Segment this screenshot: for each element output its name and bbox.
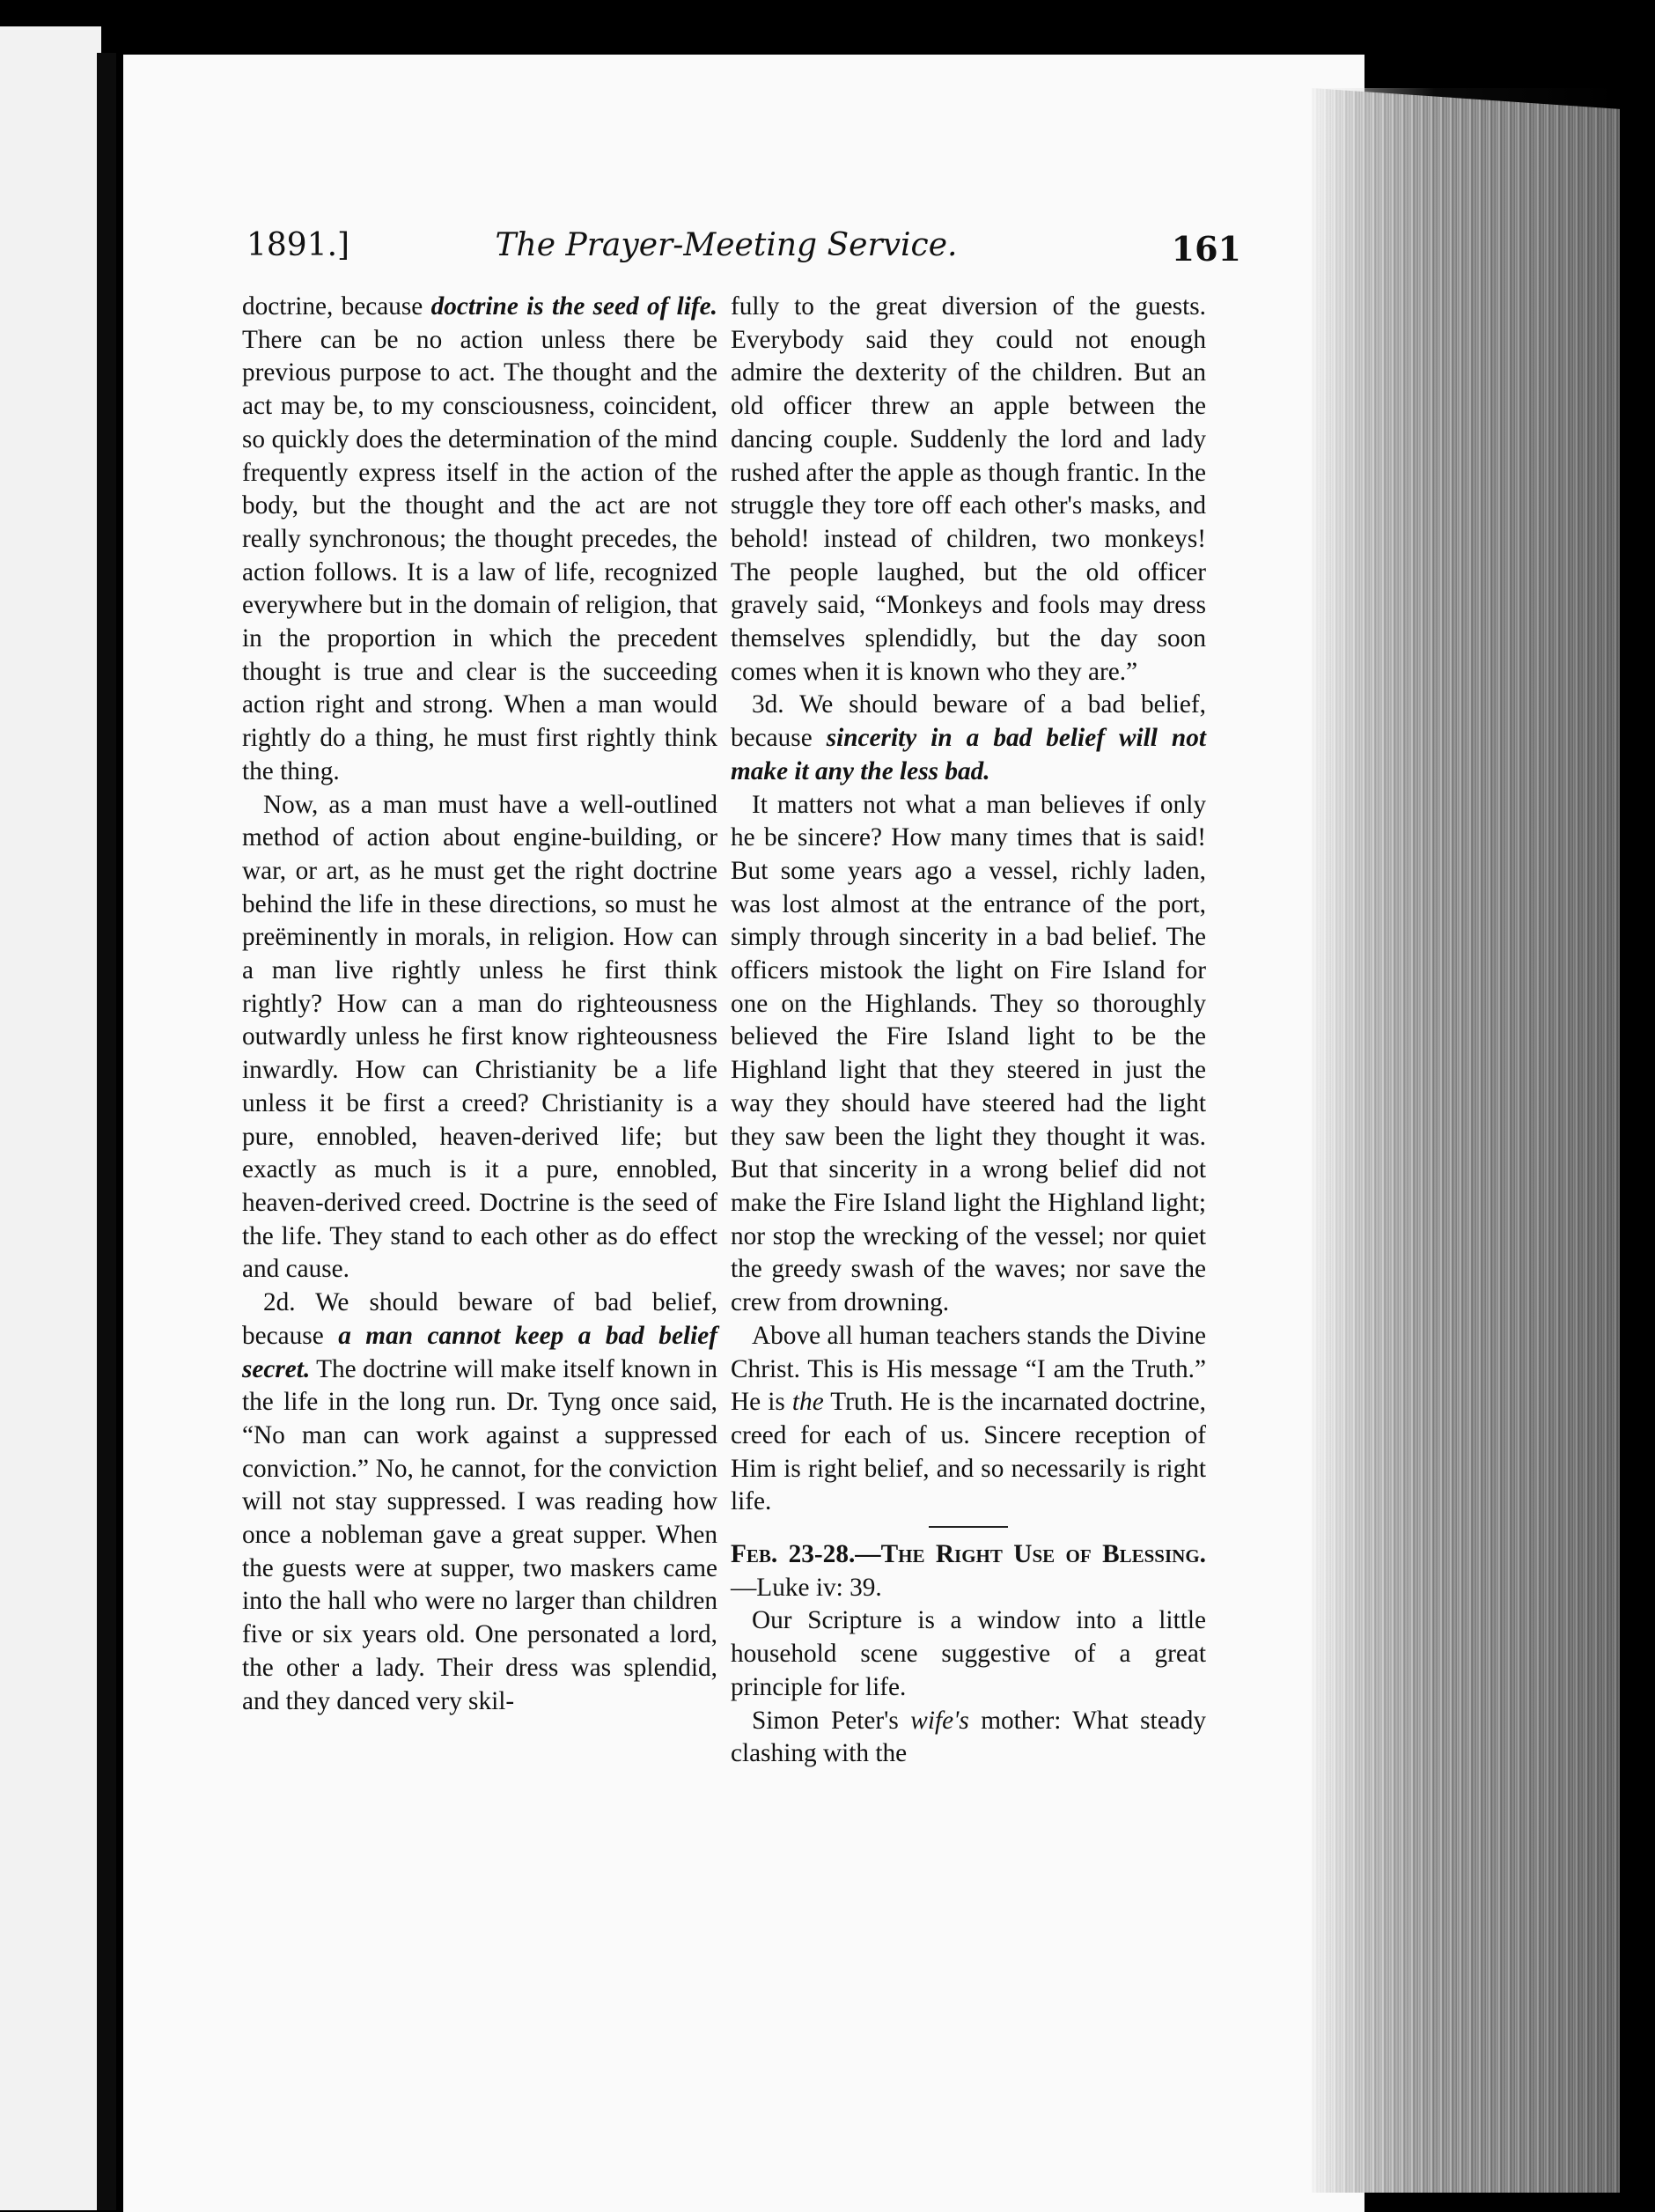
text-run: Simon Peter's	[752, 1706, 911, 1735]
text-run: doctrine, because	[242, 292, 431, 321]
paragraph	[242, 291, 717, 789]
page-stack-shadow	[1312, 88, 1620, 2193]
section-heading	[731, 1538, 1206, 1604]
text-column-right	[731, 291, 1206, 1771]
text-run: The doctrine will make itself known in the life in the long run. Dr. Tyng once said, “No man can work against a suppressed conviction.” No, he cannot, for the conviction will not stay suppressed. I was reading how once a nobleman gave a great supper. When the guests were at supper, two maskers came into the hall who were no larger than children five or six years old. One personated a lord, the other a lady. Their dress was splendid, and they danced very skil-	[242, 1354, 717, 1715]
text-run: Above all human teachers stands the Divine Christ. This is His message “I am the Truth.” He is	[731, 1321, 1206, 1417]
paragraph: fully to the great diversion of the guests. Everybody said they could not enough admire the dexterity of the children. But an old officer threw an apple between the dancing couple. Suddenly the lord and lady rushed after the apple as though frantic. In the struggle they tore off each other's masks, and behold! instead of children, two monkeys! The people laughed, but the old officer gravely said, “Monkeys and fools may dress themselves splendidly, but the day soon comes when it is known who they are.”	[731, 292, 1206, 686]
emphasis-text: sincerity in a bad belief will not make it any the less bad.	[731, 724, 1206, 785]
emphasis-text: the	[791, 1388, 824, 1417]
emphasis-text: wife's	[910, 1706, 969, 1735]
paragraph	[731, 1320, 1206, 1519]
paragraph	[731, 689, 1206, 788]
scripture-reference: —Luke iv: 39.	[731, 1573, 882, 1602]
text-run: There can be no action unless there be previous purpose to act. The thought and the act may be, to my consciousness, coincident, so quickly does the determination of the mind frequently express itself in the action of the body, but the thought and the act are not really synchronous; the thought precedes, the action follows. It is a law of life, recognized everywhere but in the domain of religion, that in the proportion in which the precedent thought is true and clear is the succeeding action right and strong. When a man would rightly do a thing, he must first rightly think the thing.	[242, 325, 717, 785]
text-run: Truth. He is the incarnated doctrine, creed for each of us. Sincere reception of Him is right belief, and so necessarily is right life.	[731, 1388, 1206, 1516]
text-run: 3d. We should beware of a bad belief, because	[731, 690, 1206, 753]
emphasis-text: a man cannot keep a bad belief secret.	[242, 1321, 717, 1383]
paragraph: It matters not what a man believes if only he be sincere? How many times that is said! But some years ago a vessel, richly laden, was lost almost at the entrance of the port, simply through sincerity in a bad belief. The officers mistook the light on Fire Island for one on the Highlands. They so thoroughly believed the Fire Island light to be the Highland light that they steered in just the way they should have steered had the light they saw been the light they thought it was. But that sincerity in a wrong belief did not make the Fire Island light the Highland light; nor stop the wrecking of the vessel; nor quiet the greedy swash of the waves; nor save the crew from drowning.	[731, 790, 1206, 1317]
text-column-left	[242, 291, 717, 1718]
paragraph	[242, 1287, 717, 1718]
emphasis-text: doctrine is the seed of life.	[430, 292, 718, 321]
book-gutter	[97, 53, 116, 2210]
paragraph: Our Scripture is a window into a little household scene suggestive of a great principle for life.	[731, 1606, 1206, 1701]
header-title: The Prayer-Meeting Service.	[495, 227, 958, 263]
text-run: 2d. We should beware of bad belief, because	[242, 1288, 717, 1350]
text-run: mother: What steady clashing with the	[731, 1706, 1206, 1768]
page-number: 161	[1171, 229, 1241, 269]
paragraph: Now, as a man must have a well-outlined method of action about engine-building, or war, or art, as he must get the right doctrine behind the life in these directions, so must he preëminently in morals, in religion. How can a man live rightly unless he first think rightly? How can a man do righteousness outwardly unless he first know righteousness inwardly. How can Christianity be a life unless it be first a creed? Christianity is a pure, ennobled, heaven-derived life; but exactly as much is it a pure, ennobled, heaven-derived creed. Doctrine is the seed of the life. They stand to each other as do effect and cause.	[242, 790, 717, 1284]
header-date: 1891.]	[246, 227, 350, 263]
running-header	[211, 210, 1241, 269]
previous-page-edge	[0, 26, 101, 2210]
section-title: Feb. 23-28.—The Right Use of Blessing.	[731, 1540, 1206, 1569]
section-divider	[929, 1526, 1008, 1528]
paragraph	[731, 1705, 1206, 1771]
